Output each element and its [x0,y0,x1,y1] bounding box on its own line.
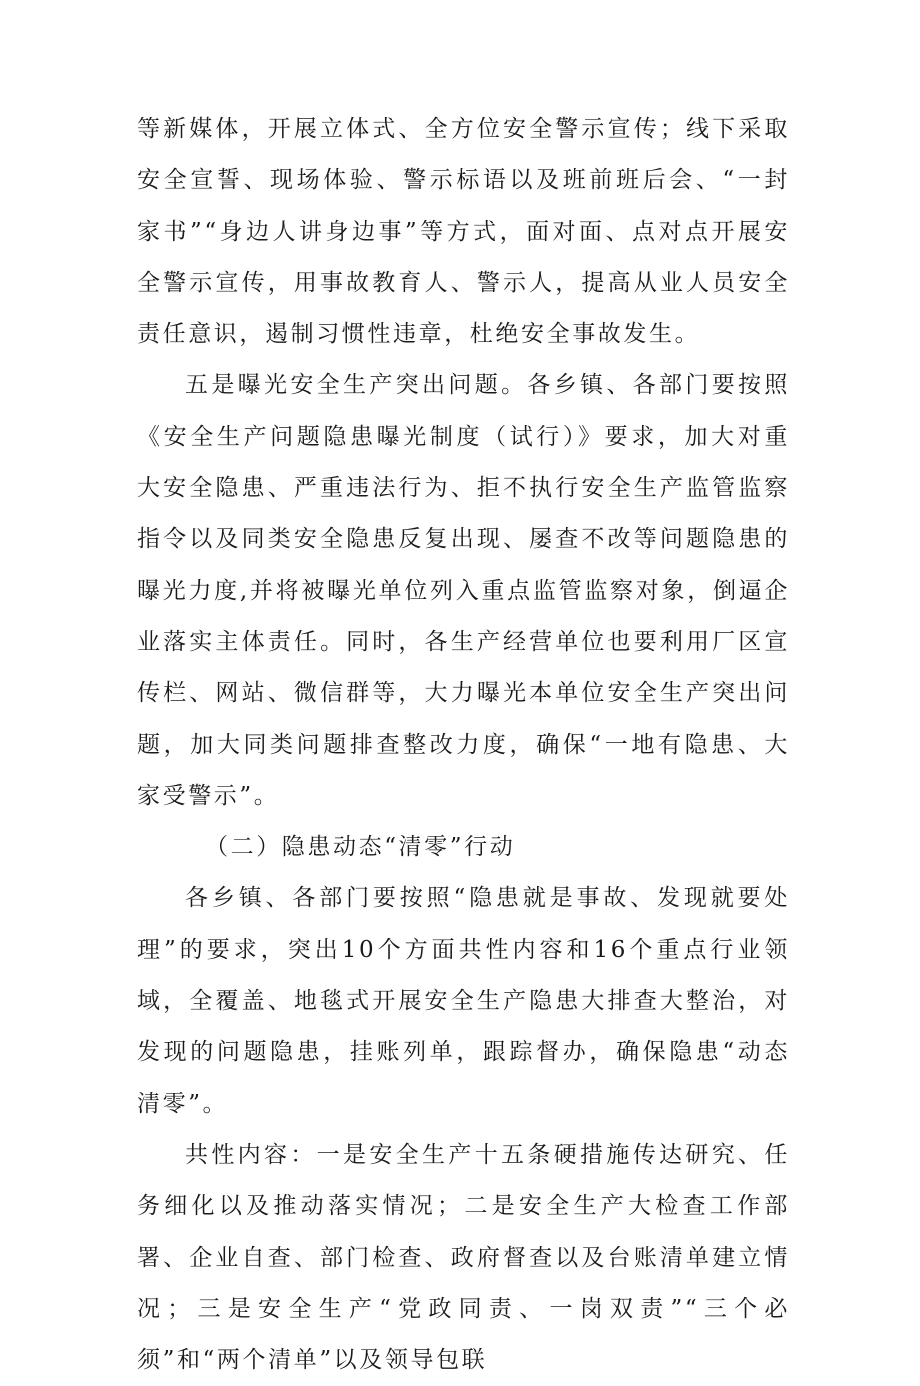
paragraph-hazard-clearing: 各乡镇、各部门要按照“隐患就是事故、发现就要处理”的要求，突出10个方面共性内容和16个重点行业领域，全覆盖、地毯式开展安全生产隐患大排查大整治，对发现的问题隐患，挂账列单，跟踪督办，确保隐患“动态清零”。 [137,885,790,1117]
paragraph-continuation: 等新媒体，开展立体式、全方位安全警示宣传；线下采取安全宣誓、现场体验、警示标语以及班前班后会、“一封家书”“身边人讲身边事”等方式，面对面、点对点开展安全警示宣传，用事故教育人、警示人，提高从业人员安全责任意识，遏制习惯性违章，杜绝安全事故发生。 [137,116,790,348]
section-heading: （二）隐患动态“清零”行动 [205,834,516,861]
paragraph-exposure-issues: 五是曝光安全生产突出问题。各乡镇、各部门要按照《安全生产问题隐患曝光制度（试行）》要求，加大对重大安全隐患、严重违法行为、拒不执行安全生产监管监察指令以及同类安全隐患反复出现、屡查不改等问题隐患的曝光力度,并将被曝光单位列入重点监管监察对象，倒逼企业落实主体责任。同时，各生产经营单位也要利用厂区宣传栏、网站、微信群等，大力曝光本单位安全生产突出问题，加大同类问题排查整改力度，确保“一地有隐患、大家受警示”。 [137,372,790,809]
paragraph-common-content: 共性内容：一是安全生产十五条硬措施传达研究、任务细化以及推动落实情况；二是安全生产大检查工作部署、企业自查、部门检查、政府督查以及台账清单建立情况；三是安全生产“党政同责、一岗双责”“三个必须”和“两个清单”以及领导包联 [137,1141,790,1374]
